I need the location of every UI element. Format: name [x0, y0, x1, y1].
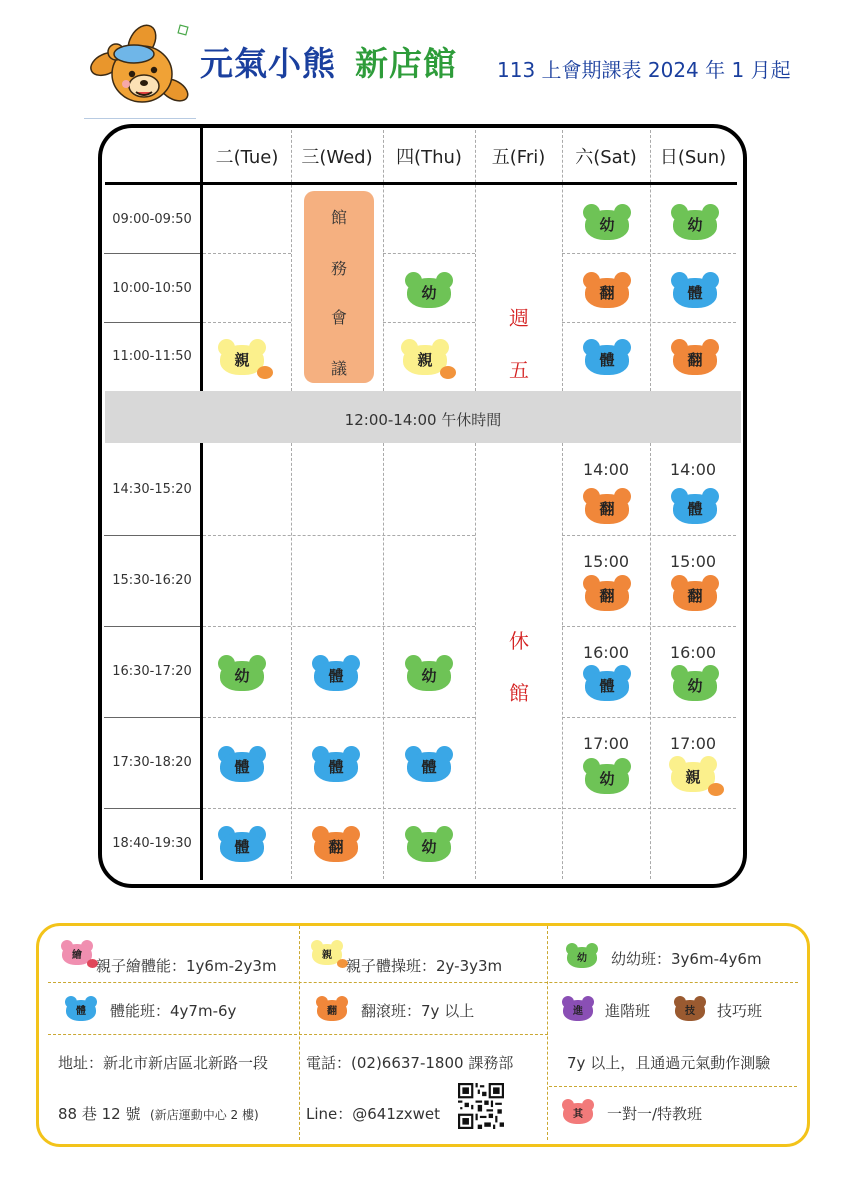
- row-divider: [383, 322, 475, 323]
- class-badge-fan: 翻: [311, 826, 361, 864]
- class-badge-you: 幼: [670, 204, 720, 242]
- day-header-tue: 二(Tue): [215, 147, 279, 168]
- class-badge-ti: 體: [582, 665, 632, 703]
- class-start-time: 14:00: [582, 460, 630, 479]
- legend-divider: [299, 926, 300, 1140]
- class-start-time: 17:00: [582, 734, 630, 753]
- class-badge-fan: 翻: [670, 575, 720, 613]
- legend-badge-ti: 體: [64, 996, 98, 1022]
- class-badge-qin: 親: [400, 339, 450, 377]
- row-divider: [203, 535, 475, 536]
- legend-label-hui: 親子繪體能：1y6m-2y3m: [96, 957, 277, 975]
- closed-char: 五: [509, 358, 529, 382]
- row-divider: [104, 808, 200, 809]
- legend-badge-fan: 翻: [315, 996, 349, 1022]
- row-divider: [203, 253, 291, 254]
- line-id: Line：@641zxwet: [306, 1105, 441, 1123]
- time-label: 17:30-18:20: [112, 755, 192, 770]
- time-label: 10:00-10:50: [112, 281, 192, 296]
- row-divider: [104, 322, 200, 323]
- class-badge-ti: 體: [670, 272, 720, 310]
- advanced-requirement: 7y 以上，且通過元氣動作測驗: [567, 1054, 771, 1072]
- column-divider: [383, 443, 384, 879]
- address-line-1: 地址：新北市新店區北新路一段: [58, 1054, 269, 1072]
- class-badge-you: 幼: [670, 665, 720, 703]
- class-badge-ti: 體: [217, 746, 267, 784]
- legend-badge-jin: 進: [561, 996, 595, 1022]
- day-header-wed: 三(Wed): [301, 147, 373, 168]
- legend-divider: [48, 1034, 548, 1035]
- day-header-sat: 六(Sat): [575, 147, 637, 168]
- row-divider: [562, 626, 736, 627]
- row-divider: [203, 808, 736, 809]
- meeting-char: 務: [330, 259, 347, 278]
- time-label: 09:00-09:50: [112, 212, 192, 227]
- row-divider: [104, 717, 200, 718]
- bear-mascot-logo: [84, 12, 199, 120]
- day-header-sun: 日(Sun): [659, 147, 727, 168]
- class-start-time: 14:00: [669, 460, 717, 479]
- column-divider: [475, 443, 476, 879]
- row-divider: [562, 253, 736, 254]
- class-start-time: 16:00: [582, 643, 630, 662]
- day-header-thu: 四(Thu): [396, 147, 462, 168]
- legend-divider: [549, 1086, 797, 1087]
- class-badge-you: 幼: [404, 655, 454, 693]
- row-divider: [562, 322, 736, 323]
- lunch-break-label: 12:00-14:00 午休時間: [344, 411, 502, 429]
- class-badge-you: 幼: [217, 655, 267, 693]
- time-column-rule: [200, 128, 203, 880]
- row-divider: [203, 322, 291, 323]
- class-badge-fan: 翻: [670, 339, 720, 377]
- closed-char: 休: [509, 629, 529, 653]
- schedule-subtitle: 113 上會期課表 2024 年 1 月起: [497, 58, 791, 82]
- column-divider: [291, 443, 292, 879]
- meeting-char: 議: [330, 359, 347, 378]
- class-badge-fan: 翻: [582, 575, 632, 613]
- class-badge-fan: 翻: [582, 272, 632, 310]
- class-badge-ti: 體: [404, 746, 454, 784]
- meeting-char: 館: [330, 208, 347, 227]
- time-label: 16:30-17:20: [112, 664, 192, 679]
- row-divider: [203, 626, 475, 627]
- class-badge-ti: 體: [582, 339, 632, 377]
- closed-char: 週: [509, 306, 529, 330]
- closed-char: 館: [509, 681, 529, 705]
- row-divider: [104, 535, 200, 536]
- row-divider: [562, 717, 736, 718]
- row-divider: [383, 253, 475, 254]
- legend-label-qin: 親子體操班：2y-3y3m: [346, 957, 503, 975]
- class-start-time: 17:00: [669, 734, 717, 753]
- row-divider: [104, 626, 200, 627]
- time-label: 18:40-19:30: [112, 836, 192, 851]
- legend-badge-qi: 其: [561, 1099, 595, 1125]
- phone-number: 電話：(02)6637-1800 課務部: [306, 1054, 514, 1072]
- legend-badge-you: 幼: [565, 943, 599, 969]
- legend-label-ji: 技巧班: [717, 1002, 763, 1020]
- time-label: 15:30-16:20: [112, 573, 192, 588]
- class-badge-ti: 體: [311, 746, 361, 784]
- class-badge-you: 幼: [582, 758, 632, 796]
- legend-label-you: 幼幼班：3y6m-4y6m: [611, 950, 762, 968]
- legend-badge-hui: 繪: [60, 940, 94, 966]
- class-start-time: 15:00: [669, 552, 717, 571]
- legend-badge-qin: 親: [310, 940, 344, 966]
- class-badge-ti: 體: [311, 655, 361, 693]
- time-label: 14:30-15:20: [112, 482, 192, 497]
- legend-label-qi: 一對一/特教班: [607, 1105, 703, 1123]
- class-badge-fan: 翻: [582, 488, 632, 526]
- class-badge-ti: 體: [217, 826, 267, 864]
- qr-code-icon: [458, 1083, 504, 1129]
- class-badge-ti: 體: [670, 488, 720, 526]
- class-badge-qin: 親: [668, 756, 718, 794]
- class-badge-qin: 親: [217, 339, 267, 377]
- legend-label-ti: 體能班：4y7m-6y: [110, 1002, 237, 1020]
- address-line-2: 88 巷 12 號 (新店運動中心 2 樓): [58, 1105, 259, 1123]
- legend-label-jin: 進階班: [605, 1002, 651, 1020]
- time-label: 11:00-11:50: [112, 349, 192, 364]
- row-divider: [203, 717, 475, 718]
- logo-underline: [84, 118, 196, 119]
- day-header-fri: 五(Fri): [491, 147, 546, 168]
- class-start-time: 16:00: [669, 643, 717, 662]
- class-badge-you: 幼: [404, 826, 454, 864]
- row-divider: [104, 253, 200, 254]
- class-start-time: 15:00: [582, 552, 630, 571]
- brand-title: 元氣小熊: [200, 44, 336, 83]
- branch-title: 新店館: [355, 44, 457, 83]
- legend-divider: [547, 926, 548, 1140]
- legend-badge-ji: 技: [673, 996, 707, 1022]
- class-badge-you: 幼: [582, 204, 632, 242]
- legend-divider: [48, 982, 798, 983]
- class-badge-you: 幼: [404, 272, 454, 310]
- legend-label-fan: 翻滾班：7y 以上: [361, 1002, 475, 1020]
- meeting-char: 會: [330, 308, 347, 327]
- row-divider: [562, 535, 736, 536]
